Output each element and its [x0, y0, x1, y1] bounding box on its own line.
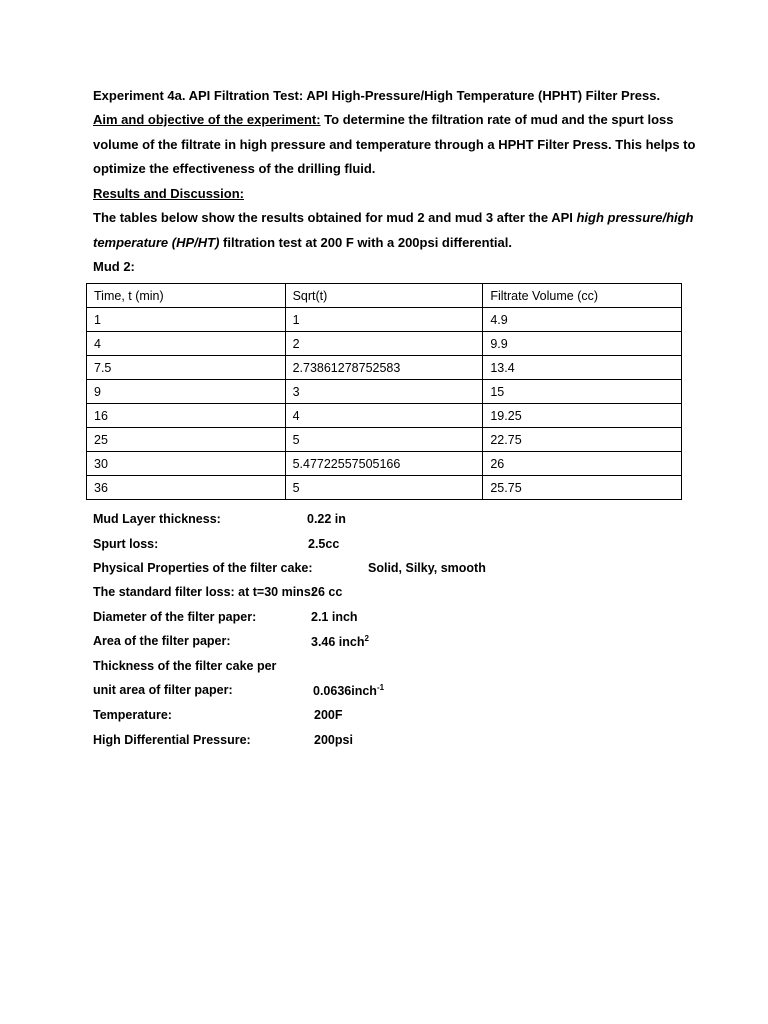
- table-cell: 16: [87, 404, 286, 428]
- table-cell: 2: [285, 332, 483, 356]
- table-cell: 5: [285, 476, 483, 500]
- standard-filter-loss-value: 26 cc: [311, 585, 343, 599]
- diameter-label: Diameter of the filter paper:: [93, 610, 257, 624]
- area-label: Area of the filter paper:: [93, 634, 231, 648]
- pressure-value: 200psi: [314, 733, 353, 747]
- spurt-loss-label: Spurt loss:: [93, 537, 159, 551]
- document-heading: Experiment 4a. API Filtration Test: API High-Pressure/High Temperature (HPHT) Filter Press.: [93, 88, 661, 103]
- table-cell: 3: [285, 380, 483, 404]
- mud-label: Mud 2:: [93, 259, 135, 274]
- table-cell: 13.4: [483, 356, 682, 380]
- filtration-table: [86, 283, 682, 500]
- standard-filter-loss-label: The standard filter loss: at t=30 mins:: [93, 585, 315, 599]
- thickness-label-line-2: unit area of filter paper:: [93, 683, 233, 697]
- results-intro-1b: high pressure/high: [576, 210, 694, 225]
- physical-properties-label: Physical Properties of the filter cake:: [93, 561, 313, 575]
- table-cell: 4.9: [483, 308, 682, 332]
- table-cell: 19.25: [483, 404, 682, 428]
- table-cell: 9.9: [483, 332, 682, 356]
- table-cell: 4: [87, 332, 286, 356]
- aim-paragraph-line-1: [93, 112, 674, 127]
- area-value: [311, 634, 369, 649]
- table-cell: 30: [87, 452, 286, 476]
- table-cell: 1: [285, 308, 483, 332]
- results-label: Results and Discussion:: [93, 186, 244, 201]
- table-cell: 26: [483, 452, 682, 476]
- pressure-label: High Differential Pressure:: [93, 733, 251, 747]
- temperature-value: 200F: [314, 708, 343, 722]
- diameter-value: 2.1 inch: [311, 610, 358, 624]
- table-header-cell: Sqrt(t): [285, 284, 483, 308]
- table-cell: 2.73861278752583: [285, 356, 483, 380]
- area-value-text: 3.46 inch: [311, 635, 365, 650]
- table-cell: 5.47722557505166: [285, 452, 483, 476]
- table-cell: 36: [87, 476, 286, 500]
- table-row: [87, 404, 682, 428]
- table-cell: 22.75: [483, 428, 682, 452]
- table-cell: 4: [285, 404, 483, 428]
- thickness-value: [313, 683, 384, 698]
- thickness-label-line-1: Thickness of the filter cake per: [93, 659, 277, 673]
- table-cell: 25: [87, 428, 286, 452]
- area-value-exponent: 2: [364, 634, 369, 643]
- table-row: [87, 476, 682, 500]
- table-row: [87, 332, 682, 356]
- results-intro-1a: The tables below show the results obtained for mud 2 and mud 3 after the API: [93, 210, 577, 225]
- table-cell: 15: [483, 380, 682, 404]
- results-intro-2b: filtration test at 200 F with a 200psi differential.: [219, 235, 512, 250]
- results-intro-line-2: [93, 235, 512, 250]
- table-row: [87, 428, 682, 452]
- table-header-cell: Time, t (min): [87, 284, 286, 308]
- table-header-cell: Filtrate Volume (cc): [483, 284, 682, 308]
- table-row: [87, 308, 682, 332]
- table-cell: 1: [87, 308, 286, 332]
- mud-layer-label: Mud Layer thickness:: [93, 512, 221, 526]
- aim-text-2: volume of the filtrate in high pressure and temperature through a HPHT Filter Press. This helps to: [93, 137, 696, 152]
- table-row: [87, 452, 682, 476]
- table-row: [87, 356, 682, 380]
- table-cell: 25.75: [483, 476, 682, 500]
- table-row: [87, 380, 682, 404]
- thickness-value-exponent: -1: [376, 683, 385, 692]
- aim-label: Aim and objective of the experiment:: [93, 112, 321, 127]
- table-cell: 7.5: [87, 356, 286, 380]
- temperature-label: Temperature:: [93, 708, 172, 722]
- physical-properties-value: Solid, Silky, smooth: [368, 561, 486, 575]
- results-intro-line-1: [93, 210, 694, 225]
- mud-layer-value: 0.22 in: [307, 512, 346, 526]
- results-intro-2a: temperature (HP/HT): [93, 235, 220, 250]
- table-cell: 9: [87, 380, 286, 404]
- table-cell: 5: [285, 428, 483, 452]
- spurt-loss-value: 2.5cc: [308, 537, 340, 551]
- aim-text-1: To determine the filtration rate of mud and the spurt loss: [320, 112, 674, 127]
- table-header-row: [87, 284, 682, 308]
- aim-text-3: optimize the effectiveness of the drilling fluid.: [93, 161, 376, 176]
- thickness-value-text: 0.0636inch: [313, 684, 377, 699]
